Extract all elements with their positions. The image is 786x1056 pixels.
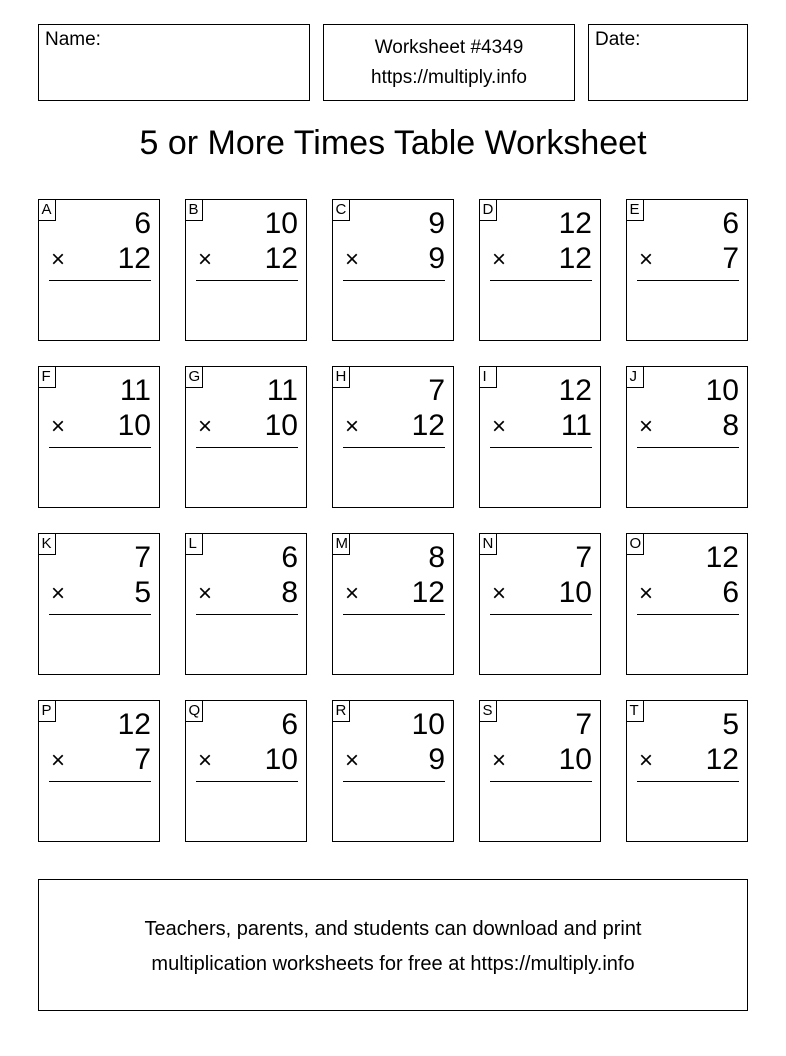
multiplier: 10 <box>558 576 592 609</box>
problem-letter: Q <box>185 700 203 722</box>
times-symbol: × <box>198 580 213 607</box>
multiplier: 12 <box>411 576 445 609</box>
name-field-box[interactable] <box>38 24 310 101</box>
multiplier: 5 <box>134 576 151 609</box>
problem-letter: G <box>185 366 203 388</box>
times-symbol: × <box>198 246 213 273</box>
problem-card[interactable] <box>479 533 601 675</box>
problem-card[interactable] <box>332 700 454 842</box>
times-symbol: × <box>51 747 66 774</box>
worksheet-number: Worksheet #4349 <box>374 37 524 58</box>
multiplier: 12 <box>411 409 445 442</box>
problem-letter: O <box>626 533 644 555</box>
times-symbol: × <box>492 246 507 273</box>
multiplier: 9 <box>428 743 445 776</box>
answer-line <box>49 447 151 448</box>
times-symbol: × <box>345 580 360 607</box>
answer-line <box>196 781 298 782</box>
times-symbol: × <box>198 747 213 774</box>
multiplier: 6 <box>722 576 739 609</box>
problem-letter: T <box>626 700 644 722</box>
date-field-box[interactable] <box>588 24 748 101</box>
multiplier: 12 <box>264 242 298 275</box>
multiplier: 10 <box>117 409 151 442</box>
multiplicand: 7 <box>134 541 151 574</box>
answer-line <box>343 447 445 448</box>
multiplier: 12 <box>117 242 151 275</box>
problem-letter: H <box>332 366 350 388</box>
multiplicand: 12 <box>558 207 592 240</box>
date-label: Date: <box>595 29 641 50</box>
multiplicand: 10 <box>264 207 298 240</box>
answer-line <box>49 614 151 615</box>
name-label: Name: <box>45 29 101 50</box>
times-symbol: × <box>198 413 213 440</box>
multiplier: 11 <box>560 409 592 442</box>
problem-letter: C <box>332 199 350 221</box>
problem-card[interactable] <box>38 199 160 341</box>
problem-letter: B <box>185 199 203 221</box>
problem-card[interactable] <box>185 533 307 675</box>
multiplier: 8 <box>281 576 298 609</box>
problem-letter: M <box>332 533 350 555</box>
problem-letter: R <box>332 700 350 722</box>
answer-line <box>637 614 739 615</box>
multiplier: 12 <box>705 743 739 776</box>
multiplier: 9 <box>428 242 445 275</box>
multiplier: 10 <box>264 409 298 442</box>
problem-card[interactable] <box>332 533 454 675</box>
multiplier: 10 <box>558 743 592 776</box>
answer-line <box>196 614 298 615</box>
multiplicand: 6 <box>281 708 298 741</box>
problem-letter: K <box>38 533 56 555</box>
problem-card[interactable] <box>626 366 748 508</box>
multiplicand: 7 <box>575 708 592 741</box>
problem-card[interactable] <box>479 199 601 341</box>
times-symbol: × <box>492 580 507 607</box>
answer-line <box>196 447 298 448</box>
answer-line <box>343 614 445 615</box>
multiplicand: 7 <box>428 374 445 407</box>
times-symbol: × <box>639 747 654 774</box>
multiplicand: 6 <box>134 207 151 240</box>
multiplicand: 11 <box>119 374 151 407</box>
footer-line-2: multiplication worksheets for free at https://multiply.info <box>151 953 635 975</box>
multiplicand: 11 <box>266 374 298 407</box>
problem-letter: N <box>479 533 497 555</box>
answer-line <box>343 280 445 281</box>
times-symbol: × <box>51 413 66 440</box>
answer-line <box>637 447 739 448</box>
multiplier: 12 <box>558 242 592 275</box>
problem-card[interactable] <box>479 700 601 842</box>
answer-line <box>490 614 592 615</box>
answer-line <box>490 447 592 448</box>
answer-line <box>490 781 592 782</box>
multiplicand: 12 <box>117 708 151 741</box>
multiplicand: 7 <box>575 541 592 574</box>
problem-letter: P <box>38 700 56 722</box>
problem-card[interactable] <box>185 700 307 842</box>
problem-card[interactable] <box>626 700 748 842</box>
multiplicand: 9 <box>428 207 445 240</box>
problem-letter: J <box>626 366 644 388</box>
problem-letter: L <box>185 533 203 555</box>
problem-card[interactable] <box>626 199 748 341</box>
times-symbol: × <box>51 580 66 607</box>
problem-card[interactable] <box>332 366 454 508</box>
multiplicand: 5 <box>722 708 739 741</box>
times-symbol: × <box>345 413 360 440</box>
problem-letter: E <box>626 199 644 221</box>
times-symbol: × <box>492 413 507 440</box>
answer-line <box>637 280 739 281</box>
problem-card[interactable] <box>479 366 601 508</box>
answer-line <box>49 280 151 281</box>
multiplier: 8 <box>722 409 739 442</box>
multiplicand: 6 <box>281 541 298 574</box>
problem-card[interactable] <box>626 533 748 675</box>
times-symbol: × <box>345 747 360 774</box>
footer-box <box>38 879 748 1011</box>
multiplier: 7 <box>722 242 739 275</box>
multiplier: 10 <box>264 743 298 776</box>
multiplicand: 12 <box>558 374 592 407</box>
multiplier: 7 <box>134 743 151 776</box>
worksheet-url: https://multiply.info <box>371 67 527 88</box>
problem-letter: A <box>38 199 56 221</box>
problem-card[interactable] <box>332 199 454 341</box>
answer-line <box>196 280 298 281</box>
multiplicand: 10 <box>705 374 739 407</box>
problem-letter: D <box>479 199 497 221</box>
multiplicand: 10 <box>411 708 445 741</box>
times-symbol: × <box>492 747 507 774</box>
footer-line-1: Teachers, parents, and students can download and print <box>144 918 642 940</box>
times-symbol: × <box>639 246 654 273</box>
answer-line <box>637 781 739 782</box>
problem-card[interactable] <box>38 533 160 675</box>
problem-letter: S <box>479 700 497 722</box>
multiplicand: 6 <box>722 207 739 240</box>
problem-letter: I <box>479 366 497 388</box>
multiplicand: 12 <box>705 541 739 574</box>
answer-line <box>49 781 151 782</box>
problem-card[interactable] <box>185 199 307 341</box>
problem-card[interactable] <box>38 366 160 508</box>
times-symbol: × <box>639 580 654 607</box>
times-symbol: × <box>51 246 66 273</box>
answer-line <box>343 781 445 782</box>
worksheet-info-box <box>323 24 575 101</box>
multiplicand: 8 <box>428 541 445 574</box>
problem-letter: F <box>38 366 56 388</box>
problem-card[interactable] <box>185 366 307 508</box>
times-symbol: × <box>345 246 360 273</box>
times-symbol: × <box>639 413 654 440</box>
answer-line <box>490 280 592 281</box>
problem-card[interactable] <box>38 700 160 842</box>
page-title: 5 or More Times Table Worksheet <box>139 124 647 162</box>
